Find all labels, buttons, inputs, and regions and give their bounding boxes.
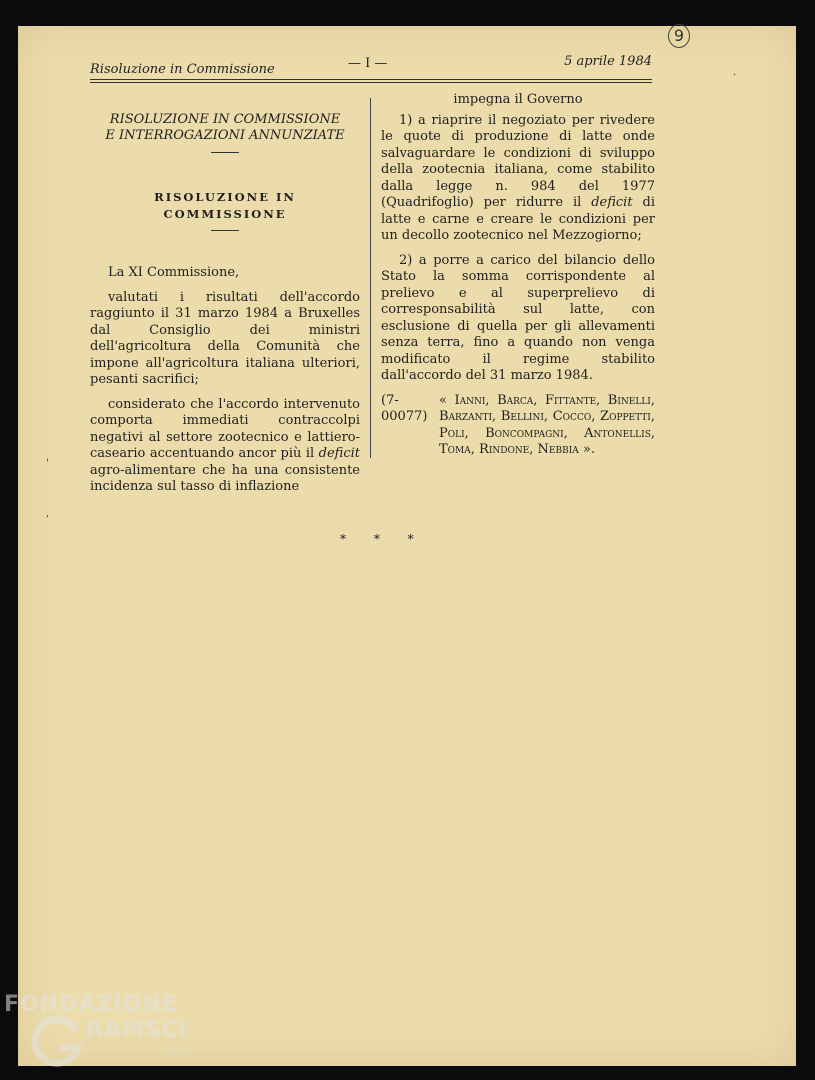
italic-deficit: deficit <box>318 446 360 461</box>
paragraph-considerato-part-2: agro-alimentare che ha una consistente incidenza sul tasso di inflazione <box>90 462 360 494</box>
header-date: 5 aprile 1984 <box>564 54 652 69</box>
watermark-line-2: RAMSCI <box>86 1018 189 1043</box>
watermark-line-1: FONDAZIONE <box>4 992 178 1017</box>
watermark-logo <box>0 990 215 1075</box>
item-1-part-1: 1) a riaprire il negoziato per rivedere le quote di produzione di latte onde salvaguardare le condizioni di sviluppo della zootecnia italiana, come stabilito dalla legge n. 984 del 1977 (Quadrifoglio) per ridurre il <box>381 112 655 210</box>
page-header <box>90 52 652 82</box>
section-title: RISOLUZIONE IN COMMISSIONE <box>154 190 296 221</box>
header-page-number: — I — <box>348 56 388 71</box>
header-rule-2 <box>90 82 652 83</box>
short-rule-2 <box>211 230 239 231</box>
announcement-title-line-2: E INTERROGAZIONI ANNUNZIATE <box>105 128 345 143</box>
scan-speck-2: ' <box>46 458 49 469</box>
signatories <box>381 393 655 459</box>
right-column <box>381 92 655 459</box>
signatory-names: « Ianni, Barca, Fittante, Binelli, Barzanti, Bellini, Cocco, Zoppetti, Poli, Boncompagni, Antonellis, Toma, Rindone, Nebbia ». <box>439 392 655 457</box>
scan-speck-3: , <box>46 508 50 519</box>
header-left: Risoluzione in Commissione <box>90 62 275 77</box>
commission-line: La XI Commissione, <box>108 265 240 280</box>
watermark-line-3: onlus <box>165 1046 192 1057</box>
item-1 <box>381 113 655 245</box>
announcement-title-line-1: RISOLUZIONE IN COMMISSIONE <box>109 112 341 127</box>
scan-speck: · <box>733 70 737 81</box>
short-rule <box>211 152 239 153</box>
resolution-code: (7-00077) <box>381 392 428 424</box>
watermark-g-icon <box>30 1014 86 1070</box>
header-rule <box>90 79 652 80</box>
announcement-title <box>90 112 360 144</box>
impegna-heading: impegna il Governo <box>453 92 583 107</box>
page-mark: 9 <box>668 24 690 48</box>
paragraph-considerato <box>90 397 360 496</box>
left-column <box>90 108 360 496</box>
paragraph-considerato-part-1: considerato che l'accordo intervenuto comporta immediati contraccolpi negativi al settore zootecnico e lattiero-caseario accentuando ancor più il <box>90 396 360 461</box>
item-1-part-2: di latte e carne e creare le condizioni per un decollo zootecnico nel Mezzogiorno; <box>381 195 655 243</box>
item-2: 2) a porre a carico del bilancio dello Stato la somma corrispondente al prelievo e al superprelievo di corresponsabilità sul latte, con esclusione di quella per gli allevamenti senza terra, fino a quando non venga modificato il regime stabilito dall'accordo del 31 marzo 1984. <box>381 252 655 383</box>
section-separator: * * * <box>340 532 426 546</box>
paragraph-valutati: valutati i risultati dell'accordo raggiunto il 31 marzo 1984 a Bruxelles dal Consiglio dei ministri dell'agricoltura della Comunità che impone all'agricoltura italiana ulteriori, pesanti sacrifici; <box>90 289 360 387</box>
italic-deficit-2: deficit <box>591 195 633 210</box>
column-divider <box>370 98 371 458</box>
